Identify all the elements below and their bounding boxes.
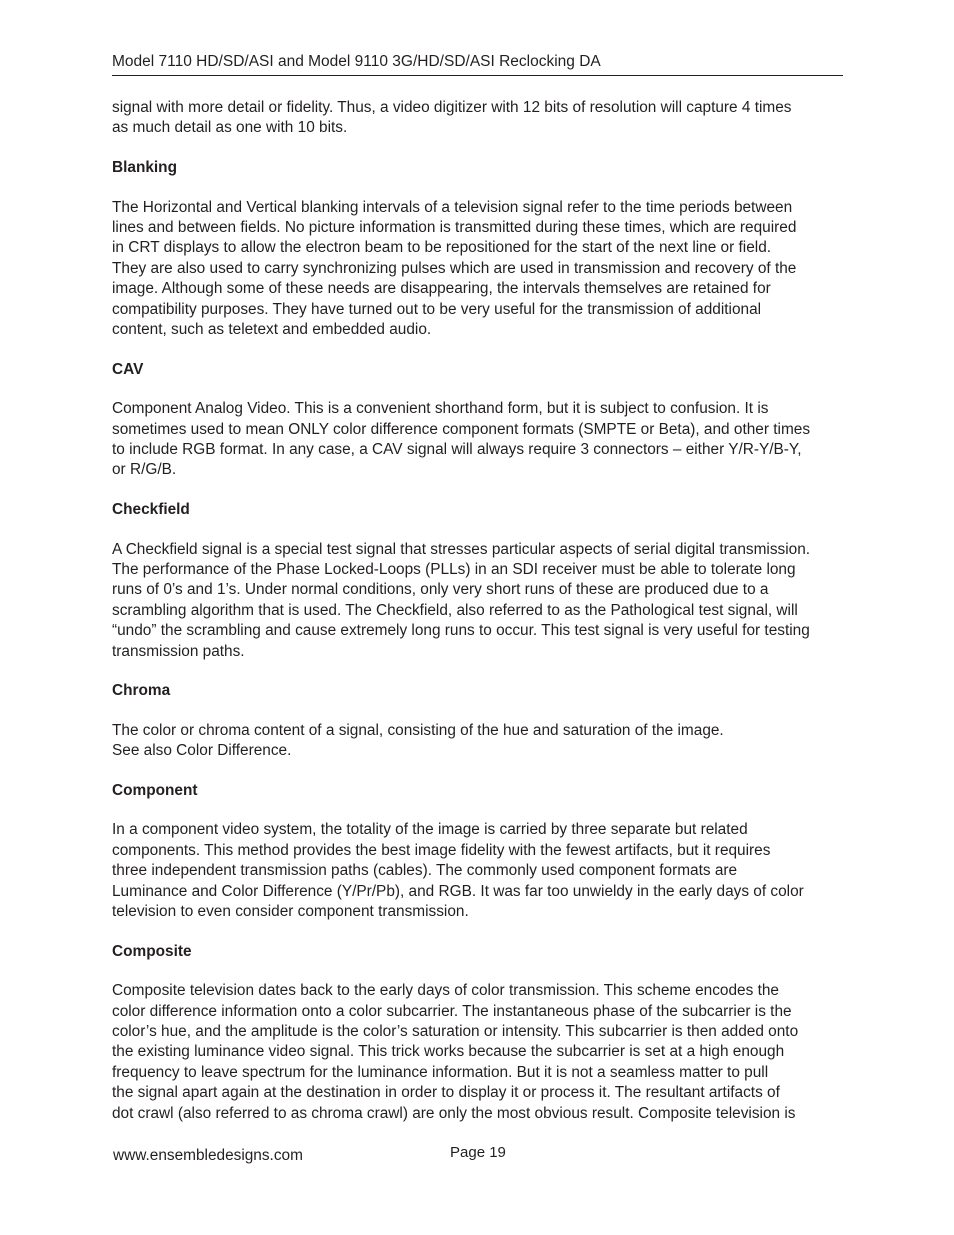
text-line: the signal apart again at the destination in order to display it or process it. The resultant artifacts of — [112, 1084, 780, 1102]
page-number: Page 19 — [450, 1144, 506, 1161]
text-line: scrambling algorithm that is used. The Checkfield, also referred to as the Pathological test signal, will — [112, 601, 798, 619]
text-line: three independent transmission paths (cables). The commonly used component formats are — [112, 862, 738, 880]
text-line: They are also used to carry synchronizing pulses which are used in transmission and recovery of the — [112, 259, 797, 277]
text-line: runs of 0’s and 1’s. Under normal conditions, only very short runs of these are produced due to a — [112, 581, 769, 599]
text-line: color’s hue, and the amplitude is the color’s saturation or intensity. This subcarrier is then added onto — [112, 1023, 799, 1041]
section-paragraph-checkfield — [112, 540, 842, 662]
text-line: dot crawl (also referred to as chroma crawl) are only the most obvious result. Composite television is — [112, 1104, 796, 1122]
text-line: Luminance and Color Difference (Y/Pr/Pb), and RGB. It was far too unwieldy in the early days of color — [112, 882, 804, 900]
text-line: components. This method provides the best image fidelity with the fewest artifacts, but it requires — [112, 841, 771, 859]
page-header — [112, 52, 843, 76]
text-line: “undo” the scrambling and cause extremely long runs to occur. This test signal is very useful for testing — [112, 622, 810, 640]
intro-paragraph — [112, 98, 842, 139]
text-line: or R/G/B. — [112, 461, 177, 479]
text-line: lines and between fields. No picture information is transmitted during these times, which are required — [112, 219, 797, 236]
text-line: image. Although some of these needs are disappearing, the intervals themselves are retained for — [112, 280, 771, 298]
text-line: color difference information onto a color subcarrier. The instantaneous phase of the subcarrier is the — [112, 1002, 792, 1020]
section-heading-composite: Composite — [112, 942, 192, 960]
section-heading-checkfield: Checkfield — [112, 501, 190, 519]
text-line: compatibility purposes. They have turned out to be very useful for the transmission of additional — [112, 300, 762, 318]
section-heading-chroma: Chroma — [112, 682, 171, 700]
footer-website-link[interactable]: www.ensembledesigns.com — [113, 1147, 303, 1164]
section-paragraph-component — [112, 820, 842, 922]
text-line: the existing luminance video signal. This trick works because the subcarrier is set at a high enough — [112, 1043, 785, 1061]
text-line: In a component video system, the totality of the image is carried by three separate but related — [112, 821, 748, 839]
text-line: Composite television dates back to the early days of color transmission. This scheme encodes the — [112, 982, 779, 1000]
section-heading-blanking: Blanking — [112, 159, 177, 176]
text-line: transmission paths. — [112, 642, 245, 660]
text-line: The Horizontal and Vertical blanking intervals of a television signal refer to the time periods between — [112, 198, 793, 216]
text-line: television to even consider component transmission. — [112, 903, 469, 921]
text-line: See also Color Difference. — [112, 742, 292, 760]
document-title: Model 7110 HD/SD/ASI and Model 9110 3G/HD/SD/ASI Reclocking DA — [112, 53, 601, 70]
text-line: The performance of the Phase Locked-Loops (PLLs) in an SDI receiver must be able to tolerate long — [112, 561, 796, 579]
page-body — [112, 98, 842, 1124]
section-paragraph-blanking — [112, 198, 842, 341]
section-paragraph-cav — [112, 399, 842, 481]
text-line: to include RGB format. In any case, a CAV signal will always require 3 connectors – either Y/R-Y/B-Y, — [112, 441, 802, 459]
text-line: sometimes used to mean ONLY color difference component formats (SMPTE or Beta), and other times — [112, 420, 811, 438]
text-line: content, such as teletext and embedded audio. — [112, 321, 432, 339]
section-paragraph-composite — [112, 981, 842, 1124]
section-heading-cav: CAV — [112, 360, 144, 378]
text-line: in CRT displays to allow the electron beam to be repositioned for the start of the next line or field. — [112, 239, 772, 257]
text-line: signal with more detail or fidelity. Thus, a video digitizer with 12 bits of resolution will capture 4 times — [112, 99, 792, 116]
text-line: A Checkfield signal is a special test signal that stresses particular aspects of serial digital transmission. — [112, 540, 811, 558]
text-line: as much detail as one with 10 bits. — [112, 119, 348, 137]
text-line: frequency to leave spectrum for the luminance information. But it is not a seamless matter to pull — [112, 1063, 769, 1081]
section-paragraph-chroma — [112, 721, 842, 762]
text-line: The color or chroma content of a signal, consisting of the hue and saturation of the image. — [112, 721, 724, 739]
section-heading-component: Component — [112, 781, 198, 799]
text-line: Component Analog Video. This is a convenient shorthand form, but it is subject to confusion. It is — [112, 400, 769, 418]
